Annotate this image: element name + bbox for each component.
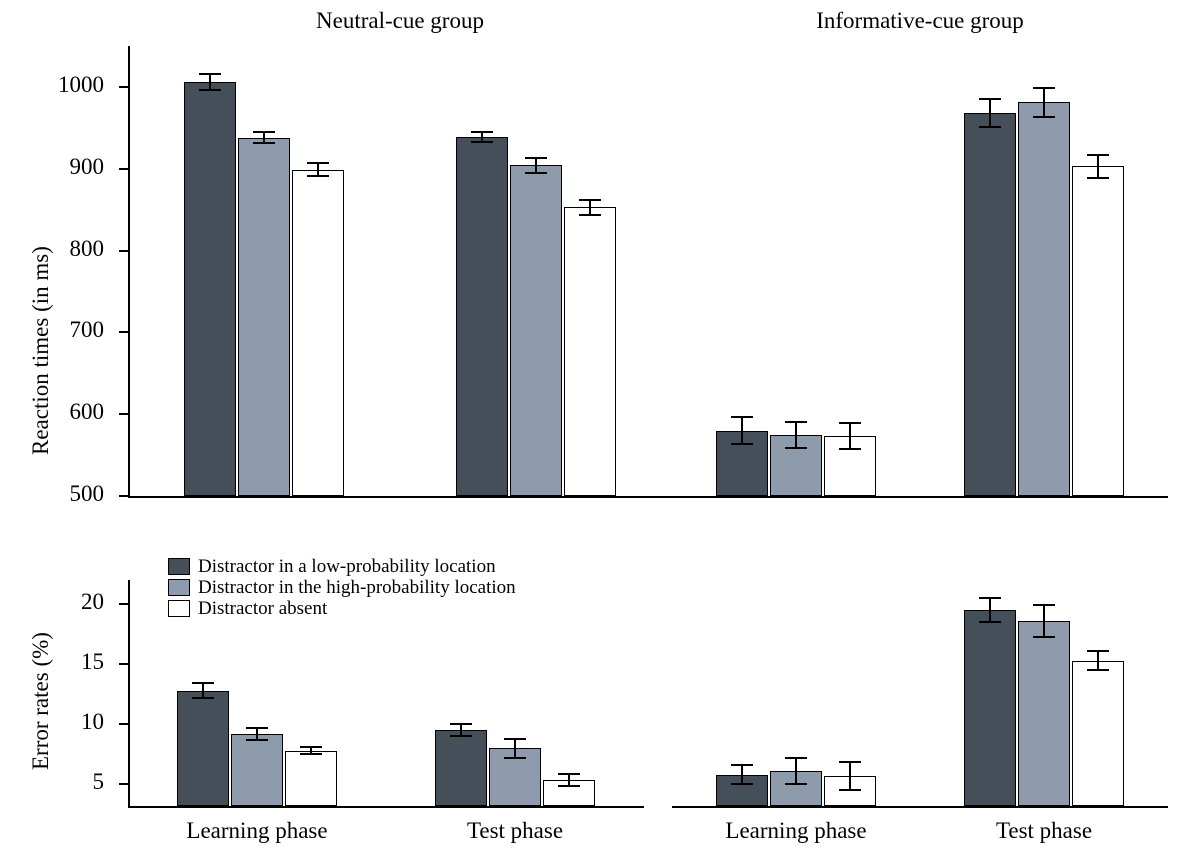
rt-neutral-y-tick-label: 700 (69, 317, 104, 343)
errorbar-cap-err-neutral-g1-s1-0 (504, 738, 526, 740)
errorbar-err-informative-g1-s0 (989, 598, 991, 622)
legend-swatch-0 (168, 558, 190, 575)
errorbar-cap-err-informative-g0-s1-1 (785, 783, 807, 785)
errorbar-cap-err-informative-g0-s0-1 (731, 783, 753, 785)
errorbar-cap-rt-informative-g1-s1-1 (1033, 116, 1055, 118)
rt-neutral-y-tick-label: 500 (69, 481, 104, 506)
errorbar-cap-err-neutral-g0-s1-1 (246, 739, 268, 741)
errorbar-cap-err-neutral-g1-s1-1 (504, 757, 526, 759)
bar-err-informative-g1-s2 (1072, 661, 1124, 806)
rt-neutral-y-tick (119, 413, 128, 415)
rt-neutral-y-tick (119, 250, 128, 252)
errorbar-cap-err-informative-g1-s1-0 (1033, 604, 1055, 606)
err-neutral-y-tick-label: 15 (81, 649, 104, 675)
rt-neutral-y-tick-label: 1000 (58, 71, 104, 97)
errorbar-cap-err-informative-g0-s2-1 (839, 789, 861, 791)
errorbar-cap-err-informative-g0-s2-0 (839, 761, 861, 763)
errorbar-err-informative-g0-s2 (849, 762, 851, 791)
errorbar-cap-rt-neutral-g0-s2-1 (307, 175, 329, 177)
errorbar-rt-informative-g0-s0 (741, 417, 743, 445)
category-label: Test phase (466, 818, 564, 843)
bar-err-neutral-g1-s0 (435, 730, 487, 806)
errorbar-rt-neutral-g1-s2 (589, 200, 591, 215)
err-neutral-y-tick (119, 723, 128, 725)
bar-rt-neutral-g1-s2 (564, 207, 616, 496)
errorbar-rt-neutral-g0-s0 (209, 74, 211, 90)
bar-rt-neutral-g0-s0 (184, 82, 236, 496)
legend-label-2: Distractor absent (198, 598, 328, 619)
errorbar-rt-informative-g0-s2 (849, 423, 851, 449)
legend-item-1 (168, 577, 516, 598)
errorbar-cap-rt-informative-g0-s1-0 (785, 421, 807, 423)
rt-neutral-x-axis (128, 496, 672, 498)
category-label: Learning phase (186, 818, 328, 843)
errorbar-cap-err-informative-g1-s2-1 (1087, 669, 1109, 671)
bar-rt-neutral-g0-s2 (292, 170, 344, 496)
rt-neutral-y-tick-label: 900 (69, 153, 104, 179)
legend-item-2 (168, 598, 516, 619)
errorbar-cap-err-informative-g1-s0-0 (979, 597, 1001, 599)
errorbar-rt-neutral-g1-s1 (535, 158, 537, 173)
errorbar-err-neutral-g0-s0 (202, 683, 204, 697)
errorbar-cap-rt-informative-g0-s2-1 (839, 448, 861, 450)
errorbar-cap-rt-neutral-g0-s0-0 (199, 73, 221, 75)
errorbar-cap-rt-informative-g1-s1-0 (1033, 87, 1055, 89)
y-axis-title-error-rates: Error rates (%) (28, 632, 53, 770)
errorbar-cap-rt-informative-g0-s0-0 (731, 416, 753, 418)
errorbar-cap-rt-neutral-g1-s1-0 (525, 157, 547, 159)
err-neutral-y-tick-label: 5 (92, 769, 104, 795)
rt-neutral-y-tick (119, 168, 128, 170)
errorbar-err-neutral-g1-s1 (514, 739, 516, 758)
errorbar-err-informative-g1-s1 (1043, 605, 1045, 636)
legend-swatch-1 (168, 579, 190, 596)
err-informative-x-axis (672, 806, 1168, 808)
errorbar-cap-rt-informative-g0-s0-1 (731, 443, 753, 445)
bar-err-informative-g1-s1 (1018, 621, 1070, 806)
errorbar-rt-informative-g1-s2 (1097, 155, 1099, 178)
errorbar-cap-rt-informative-g1-s2-1 (1087, 177, 1109, 179)
panel-title-neutral: Neutral-cue group (316, 8, 484, 33)
errorbar-rt-informative-g1-s1 (1043, 88, 1045, 117)
errorbar-cap-err-informative-g1-s2-0 (1087, 650, 1109, 652)
errorbar-cap-rt-neutral-g0-s1-0 (253, 131, 275, 133)
rt-neutral-y-axis (128, 46, 130, 498)
legend (168, 556, 516, 619)
err-neutral-y-tick (119, 603, 128, 605)
err-neutral-y-tick-label: 10 (81, 709, 104, 735)
category-label: Learning phase (725, 818, 867, 843)
err-neutral-x-axis (128, 806, 644, 808)
errorbar-cap-err-informative-g0-s1-0 (785, 757, 807, 759)
errorbar-cap-err-neutral-g0-s2-1 (300, 753, 322, 755)
err-neutral-y-tick-label: 20 (81, 589, 104, 615)
rt-neutral-y-tick (119, 495, 128, 497)
errorbar-cap-rt-informative-g0-s1-1 (785, 447, 807, 449)
bar-err-neutral-g0-s0 (177, 691, 229, 806)
rt-neutral-y-tick-label: 600 (69, 399, 104, 425)
panel-title-informative: Informative-cue group (816, 8, 1024, 33)
errorbar-err-informative-g1-s2 (1097, 651, 1099, 670)
rt-neutral-y-tick (119, 86, 128, 88)
errorbar-cap-rt-neutral-g1-s0-0 (471, 131, 493, 133)
bar-err-informative-g1-s0 (964, 610, 1016, 806)
errorbar-rt-informative-g1-s0 (989, 99, 991, 127)
errorbar-cap-rt-neutral-g1-s2-0 (579, 199, 601, 201)
errorbar-cap-err-informative-g0-s0-0 (731, 764, 753, 766)
legend-label-0: Distractor in a low-probability location (198, 556, 496, 577)
rt-informative-x-axis (672, 496, 1168, 498)
bar-err-neutral-g0-s2 (285, 751, 337, 806)
err-neutral-y-axis (128, 580, 130, 808)
bar-rt-neutral-g1-s0 (456, 137, 508, 496)
legend-item-0 (168, 556, 516, 577)
errorbar-cap-rt-neutral-g0-s2-0 (307, 162, 329, 164)
errorbar-rt-informative-g0-s1 (795, 422, 797, 448)
errorbar-cap-err-informative-g1-s1-1 (1033, 636, 1055, 638)
errorbar-cap-err-neutral-g0-s1-0 (246, 727, 268, 729)
errorbar-err-informative-g0-s1 (795, 758, 797, 784)
errorbar-cap-err-neutral-g1-s0-0 (450, 723, 472, 725)
errorbar-cap-err-neutral-g0-s0-1 (192, 697, 214, 699)
errorbar-cap-rt-informative-g1-s0-1 (979, 126, 1001, 128)
rt-neutral-y-tick-label: 800 (69, 235, 104, 261)
errorbar-cap-rt-neutral-g1-s1-1 (525, 172, 547, 174)
errorbar-cap-rt-neutral-g1-s0-1 (471, 141, 493, 143)
bar-rt-informative-g1-s2 (1072, 166, 1124, 496)
bar-err-neutral-g0-s1 (231, 734, 283, 806)
errorbar-err-informative-g0-s0 (741, 765, 743, 784)
errorbar-cap-err-neutral-g1-s0-1 (450, 735, 472, 737)
err-neutral-y-tick (119, 663, 128, 665)
errorbar-cap-err-neutral-g1-s2-1 (558, 785, 580, 787)
errorbar-cap-rt-informative-g1-s2-0 (1087, 154, 1109, 156)
errorbar-cap-err-informative-g1-s0-1 (979, 621, 1001, 623)
errorbar-cap-err-neutral-g0-s2-0 (300, 746, 322, 748)
bar-rt-informative-g1-s1 (1018, 102, 1070, 496)
errorbar-cap-rt-informative-g0-s2-0 (839, 422, 861, 424)
errorbar-cap-rt-neutral-g0-s1-1 (253, 142, 275, 144)
errorbar-cap-rt-neutral-g1-s2-1 (579, 214, 601, 216)
err-neutral-y-tick (119, 783, 128, 785)
bar-rt-informative-g1-s0 (964, 113, 1016, 496)
bar-rt-neutral-g1-s1 (510, 165, 562, 496)
legend-swatch-2 (168, 600, 190, 617)
category-label: Test phase (995, 818, 1093, 843)
legend-label-1: Distractor in the high-probability location (198, 577, 516, 598)
errorbar-cap-rt-informative-g1-s0-0 (979, 98, 1001, 100)
errorbar-cap-err-neutral-g1-s2-0 (558, 773, 580, 775)
errorbar-cap-rt-neutral-g0-s0-1 (199, 89, 221, 91)
rt-neutral-y-tick (119, 331, 128, 333)
bar-rt-neutral-g0-s1 (238, 138, 290, 496)
y-axis-title-reaction-times: Reaction times (in ms) (28, 246, 53, 455)
errorbar-cap-err-neutral-g0-s0-0 (192, 682, 214, 684)
